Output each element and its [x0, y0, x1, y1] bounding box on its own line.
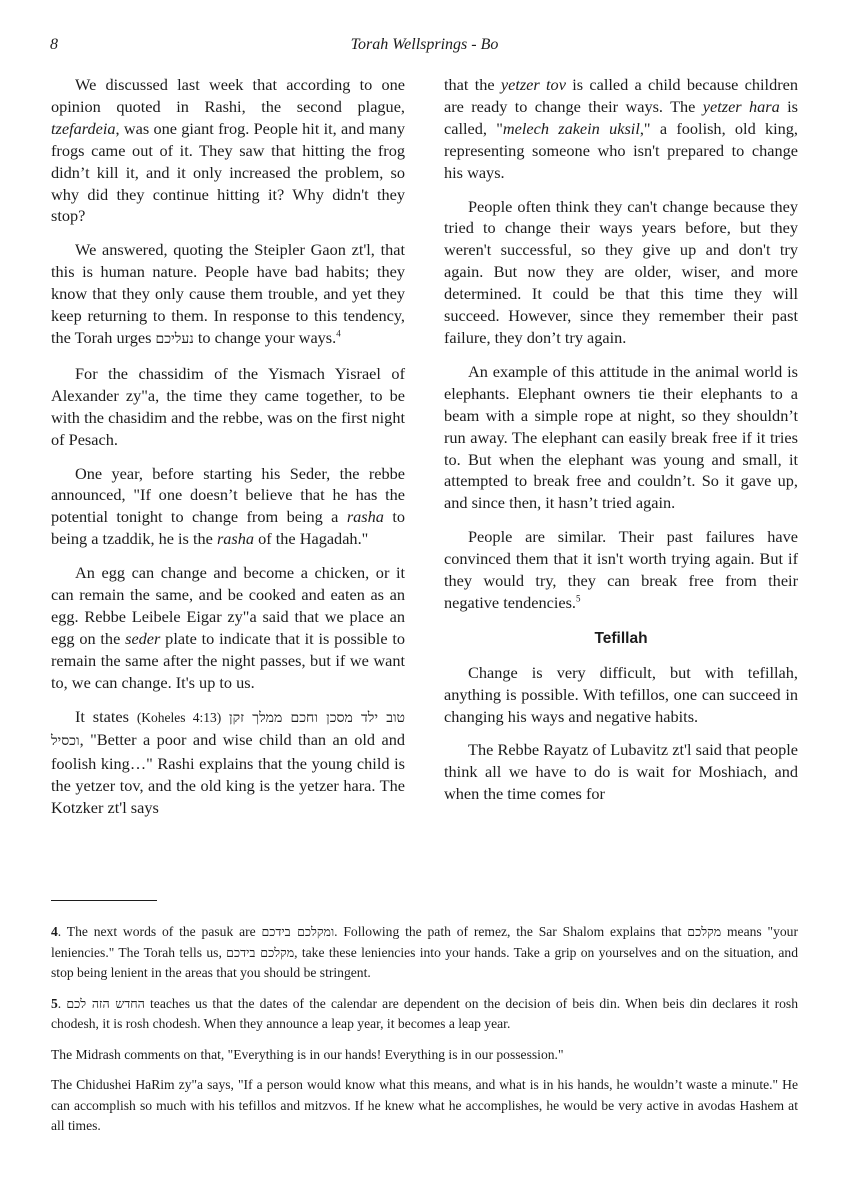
footnote-5-continued: The Chidushei HaRim zy"a says, "If a person would know what this means, and what is in his hands, he wouldn’t waste a minute." He can accomplish so much with his tefillos and mitzvos. If he knew what he accomplishes, he would be very active in avodas Hashem at all times. [51, 1077, 798, 1133]
section-heading: Tefillah [594, 629, 648, 647]
footnote-divider [51, 900, 157, 901]
paragraph: An egg can change and become a chicken, or it can remain the same, and be cooked and eaten as an egg. Rebbe Leibele Eigar zy"a said that we place an egg on the seder plate to indicate that it is possible to remain the same after the night passes, but if we want to, we can change. It's up to us. [51, 563, 406, 692]
right-column [444, 74, 798, 817]
paragraph: It states (Koheles 4:13) טוב ילד מסכן וחכם ממלך זקן וכסיל, "Better a poor and wise child than an old and foolish king…" Rashi explains that the young child is the yetzer tov, and the old king is the yetzer hara. The Kotzker zt'l says [51, 706, 405, 818]
paragraph: Change is very difficult, but with tefillah, anything is possible. With tefillos, one can succeed in changing his ways and negative habits. [444, 662, 798, 726]
page-number: 8 [50, 36, 58, 53]
footnote-4: 4. The next words of the pasuk are ומקלכם בידכם. Following the path of remez, the Sar Shalom explains that מקלכם means "your leniencies." The Torah tells us, מקלכם בידכם, take these leniencies into your hands. Take a grip on yourselves and on the situation, and stop being lenient in the areas that you should be stringent. [51, 924, 798, 980]
paragraph: For the chassidim of the Yismach Yisrael of Alexander zy"a, the time they came together, to be with the chasidim and the rebbe, was on the first night of Pesach. [51, 363, 405, 449]
footnote-ref: 4 [336, 328, 341, 339]
running-title: Torah Wellsprings - Bo [350, 36, 499, 53]
paragraph: We discussed last week that according to one opinion quoted in Rashi, the second plague, tzefardeia, was one giant frog. People hit it, and many frogs came out of it. They saw that hitting the frog didn’t kill it, and it only increased the problem, so why did they continue hitting it? Why didn't they stop? [51, 75, 405, 226]
footnotes [51, 922, 798, 1147]
footnote-5: 5. החדש הזה לכם teaches us that the dates of the calendar are dependent on the decision of beis din. When beis din declares it rosh chodesh, it is rosh chodesh. When they announce a leap year, it becomes a leap year. [51, 995, 798, 1031]
paragraph: People are similar. Their past failures have convinced them that it isn't worth trying again. But if they would try, they can break free from their negative tendencies.$^5$ [444, 527, 798, 612]
footnote-ref: 5 [576, 593, 581, 604]
paragraph: We answered, quoting the Steipler Gaon zt'l, that this is human nature. People have bad habits; they know that they only cause them trouble, and yet they keep returning to them. In response to this tendency, the Torah urges נעליכם to change your ways.$^4$ [51, 240, 405, 347]
paragraph: that the yetzer tov is called a child because children are ready to change their ways. The yetzer hara is called, "melech zakein uksil," a foolish, old king, representing someone who isn't prepared to change his ways. [444, 75, 799, 182]
footnote-5-continued: The Midrash comments on that, "Everything is in our hands! Everything is in our possession." [51, 1046, 564, 1062]
paragraph: People often think they can't change because they tried to change their ways years before, but they weren't successful, so they give up and don't try again. But now they are older, wiser, and more determined. It could be that this time they will succeed. However, since they remember their past failure, they don’t try again. [444, 196, 798, 347]
left-column [51, 74, 405, 831]
paragraph: An example of this attitude in the animal world is elephants. Elephant owners tie their elephants to a beam with a simple rope at night, so they shouldn’t run away. The elephant can easily break free if it tries to. But when the elephant was young and small, it attempted to break free and couldn’t. So it gave up, and since then, it hasn’t tried again. [444, 361, 798, 513]
paragraph: The Rebbe Rayatz of Lubavitz zt'l said that people think all we have to do is wait for Moshiach, and when the time comes for [444, 740, 798, 804]
source-reference: (Koheles 4:13) [136, 709, 222, 725]
paragraph: One year, before starting his Seder, the rebbe announced, "If one doesn’t believe that he has the potential tonight to change from being a rasha to being a tzaddik, he is the rasha of the Hagadah." [51, 463, 405, 549]
